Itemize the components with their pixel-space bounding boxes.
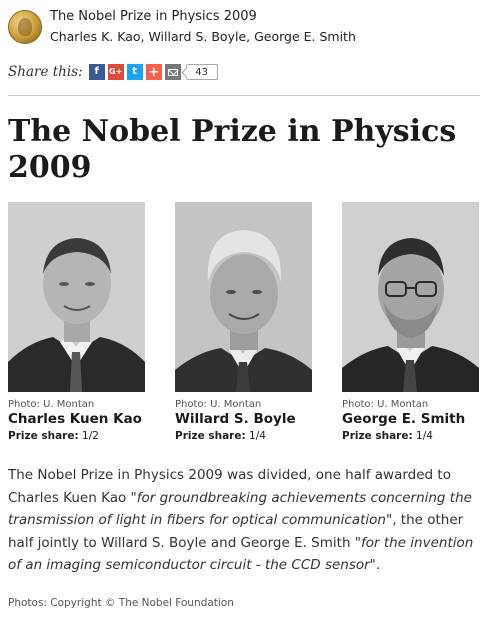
facebook-share-button[interactable]: f — [89, 64, 105, 80]
header-title[interactable]: The Nobel Prize in Physics 2009 — [50, 9, 257, 24]
google-plus-share-button[interactable]: G+ — [108, 64, 124, 80]
laureate-card — [342, 202, 479, 443]
prize-share-value: 1/4 — [416, 430, 433, 442]
page-header — [8, 6, 480, 48]
twitter-share-button[interactable]: t — [127, 64, 143, 80]
laureate-name[interactable]: George E. Smith — [342, 411, 466, 427]
prize-share-label: Prize share: — [342, 430, 413, 442]
prize-share — [175, 429, 312, 443]
laureate-photo[interactable] — [8, 202, 145, 392]
laureate-name[interactable]: Willard S. Boyle — [175, 411, 296, 427]
laureate-name[interactable]: Charles Kuen Kao — [8, 411, 142, 427]
share-label: Share this: — [8, 64, 83, 80]
laureate-card — [8, 202, 145, 443]
boyle-smith-citation: "for the invention of an imaging semiconductor circuit - the CCD sensor" — [8, 534, 474, 573]
page-title: The Nobel Prize in Physics 2009 — [8, 114, 457, 185]
prize-share-label: Prize share: — [8, 430, 79, 442]
photo-credit: Photo: U. Montan — [8, 399, 95, 410]
laureate-photo[interactable] — [175, 202, 312, 392]
description-text: The Nobel Prize in Physics 2009 was divided, one half awarded to Charles Kuen Kao — [8, 467, 451, 506]
prize-description — [8, 464, 482, 577]
prize-share — [8, 429, 145, 443]
prize-share-value: 1/4 — [249, 430, 266, 442]
envelope-icon — [168, 69, 178, 76]
kao-citation: "for groundbreaking achievements concerning the transmission of light in fibers for optical communication" — [8, 489, 472, 528]
header-subtitle: Charles K. Kao, Willard S. Boyle, George E. Smith — [50, 29, 356, 44]
share-bar — [8, 63, 218, 81]
laureate-photo[interactable] — [342, 202, 479, 392]
description-text: , the other half jointly to Willard S. Boyle and George E. Smith — [8, 512, 464, 551]
prize-share-value: 1/2 — [82, 430, 99, 442]
divider — [8, 95, 480, 96]
email-share-button[interactable] — [165, 64, 181, 80]
share-count: 43 — [186, 64, 218, 80]
photo-credit: Photo: U. Montan — [342, 399, 429, 410]
laureate-card — [175, 202, 312, 443]
prize-share — [342, 429, 479, 443]
prize-share-label: Prize share: — [175, 430, 246, 442]
nobel-medal-icon — [8, 10, 42, 44]
more-share-button[interactable]: + — [146, 64, 162, 80]
photo-credit: Photo: U. Montan — [175, 399, 262, 410]
photo-copyright: Photos: Copyright © The Nobel Foundation — [8, 597, 234, 609]
description-text: . — [375, 557, 381, 573]
